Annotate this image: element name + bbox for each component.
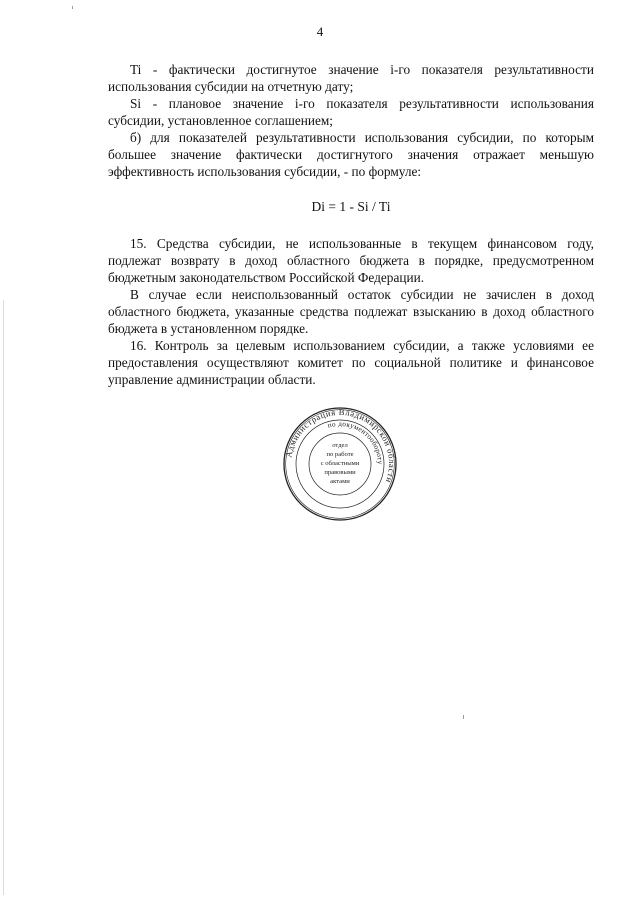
official-stamp: [283, 407, 397, 521]
stamp-center-line: актами: [330, 478, 350, 485]
stamp-middle-text: по документообороту: [326, 419, 385, 465]
stamp-center-text: [321, 442, 360, 485]
stamp-center-line: по работе: [326, 451, 354, 458]
document-body: [108, 61, 594, 388]
stamp-center-line: отдел: [332, 442, 348, 449]
clause-15: 15. Средства субсидии, не использованные в текущем финансовом году, подлежат возврату в доход областного бюджета в порядке, предусмотренном бюджетным законодательством Российской Федерации.: [108, 236, 594, 285]
definition-ti: Ti - фактически достигнутое значение i-го показателя результативности использования субсидии на отчетную дату;: [108, 62, 594, 94]
stamp-center-line: с областными: [320, 460, 360, 467]
definition-si: Si - плановое значение i-го показателя результативности использования субсидии, установленное соглашением;: [108, 96, 594, 128]
clause-15-recovery: В случае если неиспользованный остаток субсидии не зачислен в доход областного бюджета, указанные средства подлежат взысканию в доход областного бюджета в установленном порядке.: [108, 287, 594, 336]
clause-16: 16. Контроль за целевым использованием субсидии, а также условиями ее предоставления осуществляют комитет по социальной политике и финансовое управление администрации области.: [108, 338, 594, 387]
formula-intro: б) для показателей результативности использования субсидии, по которым большее значение фактически достигнутого значения отражает меньшую эффективность использования субсидии, - по формуле:: [108, 130, 594, 179]
stamp-outer-text: Администрация Владимирской области: [283, 407, 397, 485]
scan-mark: [463, 715, 464, 719]
scan-mark: [72, 6, 73, 9]
page-number: 4: [316, 24, 324, 39]
scan-mark: [3, 300, 4, 895]
stamp-center-line: правовыми: [324, 469, 356, 476]
formula: Di = 1 - Si / Ti: [311, 199, 391, 214]
